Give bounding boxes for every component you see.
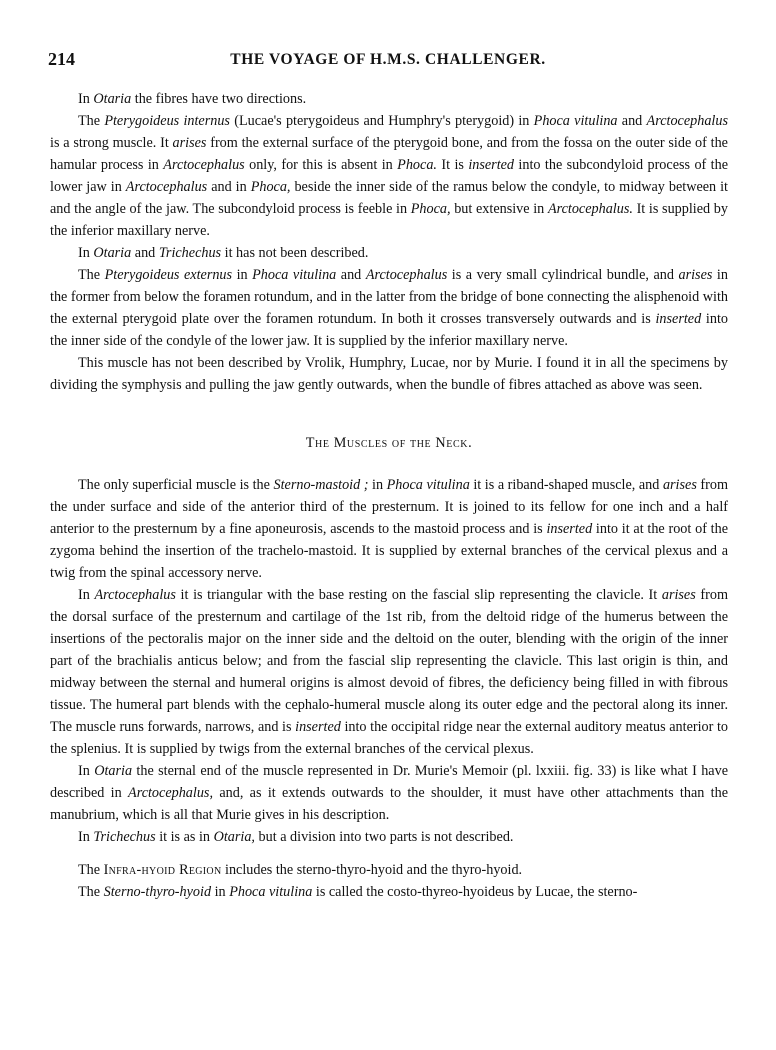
body-text [50, 88, 728, 903]
paragraph-otaria-trichechus: In Otaria and Trichechus it has not been described. [78, 245, 369, 261]
paragraph-gap [50, 848, 728, 859]
running-title: THE VOYAGE OF H.M.S. CHALLENGER. [230, 51, 546, 68]
paragraph-otaria-fibres: In Otaria the fibres have two directions. [78, 91, 307, 107]
paragraph-trichechus: In Trichechus it is as in Otaria, but a division into two parts is not described. [78, 829, 514, 845]
paragraph-pterygoideus-internus: The Pterygoideus internus (Lucae's pterygoideus and Humphry's pterygoid) in Phoca vitulina and Arctocephalus is a strong muscle. It arises from the external surface of the pterygoid bone, and from the fossa on the outer side of the hamular process in Arctocephalus only, for this is absent in Phoca. It is inserted into the subcondyloid process of the lower jaw in Arctocephalus and in Phoca, beside the inner side of the ramus below the condyle, to midway between it and the angle of the jaw. The subcondyloid process is feeble in Phoca, but extensive in Arctocephalus. It is supplied by the inferior maxillary nerve. [50, 113, 728, 239]
paragraph-not-described: This muscle has not been described by Vrolik, Humphry, Lucae, nor by Murie. I found it in all the specimens by dividing the symphysis and pulling the jaw gently outwards, when the bundle of fibres attached as above was seen. [50, 355, 728, 393]
page-number: 214 [48, 49, 75, 69]
section-heading: The Muscles of the Neck. [305, 435, 473, 451]
paragraph-infra-hyoid-region: The Infra-hyoid Region includes the sterno-thyro-hyoid and the thyro-hyoid. [78, 862, 523, 878]
paragraph-sterno-mastoid: The only superficial muscle is the Sterno-mastoid ; in Phoca vitulina it is a riband-shaped muscle, and arises from the under surface and side of the anterior third of the presternum. It is joined to its fellow for one inch and a half anterior to the presternum by a fine aponeurosis, ascends to the mastoid process and is inserted into it at the root of the zygoma behind the insertion of the trachelo-mastoid. It is supplied by external branches of the cervical plexus and a twig from the spinal accessory nerve. [50, 477, 729, 581]
paragraph-pterygoideus-externus: The Pterygoideus externus in Phoca vitulina and Arctocephalus is a very small cylindrical bundle, and arises in the former from below the foramen rotundum, and in the latter from the bridge of bone connecting the alisphenoid with the external pterygoid plate over the foramen rotundum. In both it crosses transversely outwards and is inserted into the inner side of the condyle of the lower jaw. It is supplied by the inferior maxillary nerve. [50, 267, 728, 349]
paragraph-sterno-thyro-hyoid: The Sterno-thyro-hyoid in Phoca vitulina is called the costo-thyreo-hyoideus by Lucae, the sterno- [78, 884, 638, 900]
paragraph-arctocephalus-triangular: In Arctocephalus it is triangular with the base resting on the fascial slip representing the clavicle. It arises from the dorsal surface of the presternum and cartilage of the 1st rib, from the deltoid ridge of the humerus between the insertions of the pectoralis major on the inner side and the deltoid on the outer, blending with the origin of the inner part of the brachialis anticus below; and from the fascial slip representing the clavicle. This last origin is thin, and midway between the sternal and humeral origins is almost devoid of fibres, the deficiency being filled in with fibrous tissue. The humeral part blends with the cephalo-humeral muscle along its outer edge and the pectoral along its inner. The muscle runs forwards, narrows, and is inserted into the occipital ridge near the external auditory meatus anterior to the splenius. It is supplied by twigs from the external branches of the cervical plexus. [50, 587, 728, 757]
paragraph-otaria-sternal-end: In Otaria the sternal end of the muscle represented in Dr. Murie's Memoir (pl. lxxiii. fig. 33) is like what I have described in Arctocephalus, and, as it extends outwards to the shoulder, it must have other attachments than the manubrium, which is all that Murie gives in his description. [50, 763, 728, 823]
running-header [48, 48, 728, 72]
